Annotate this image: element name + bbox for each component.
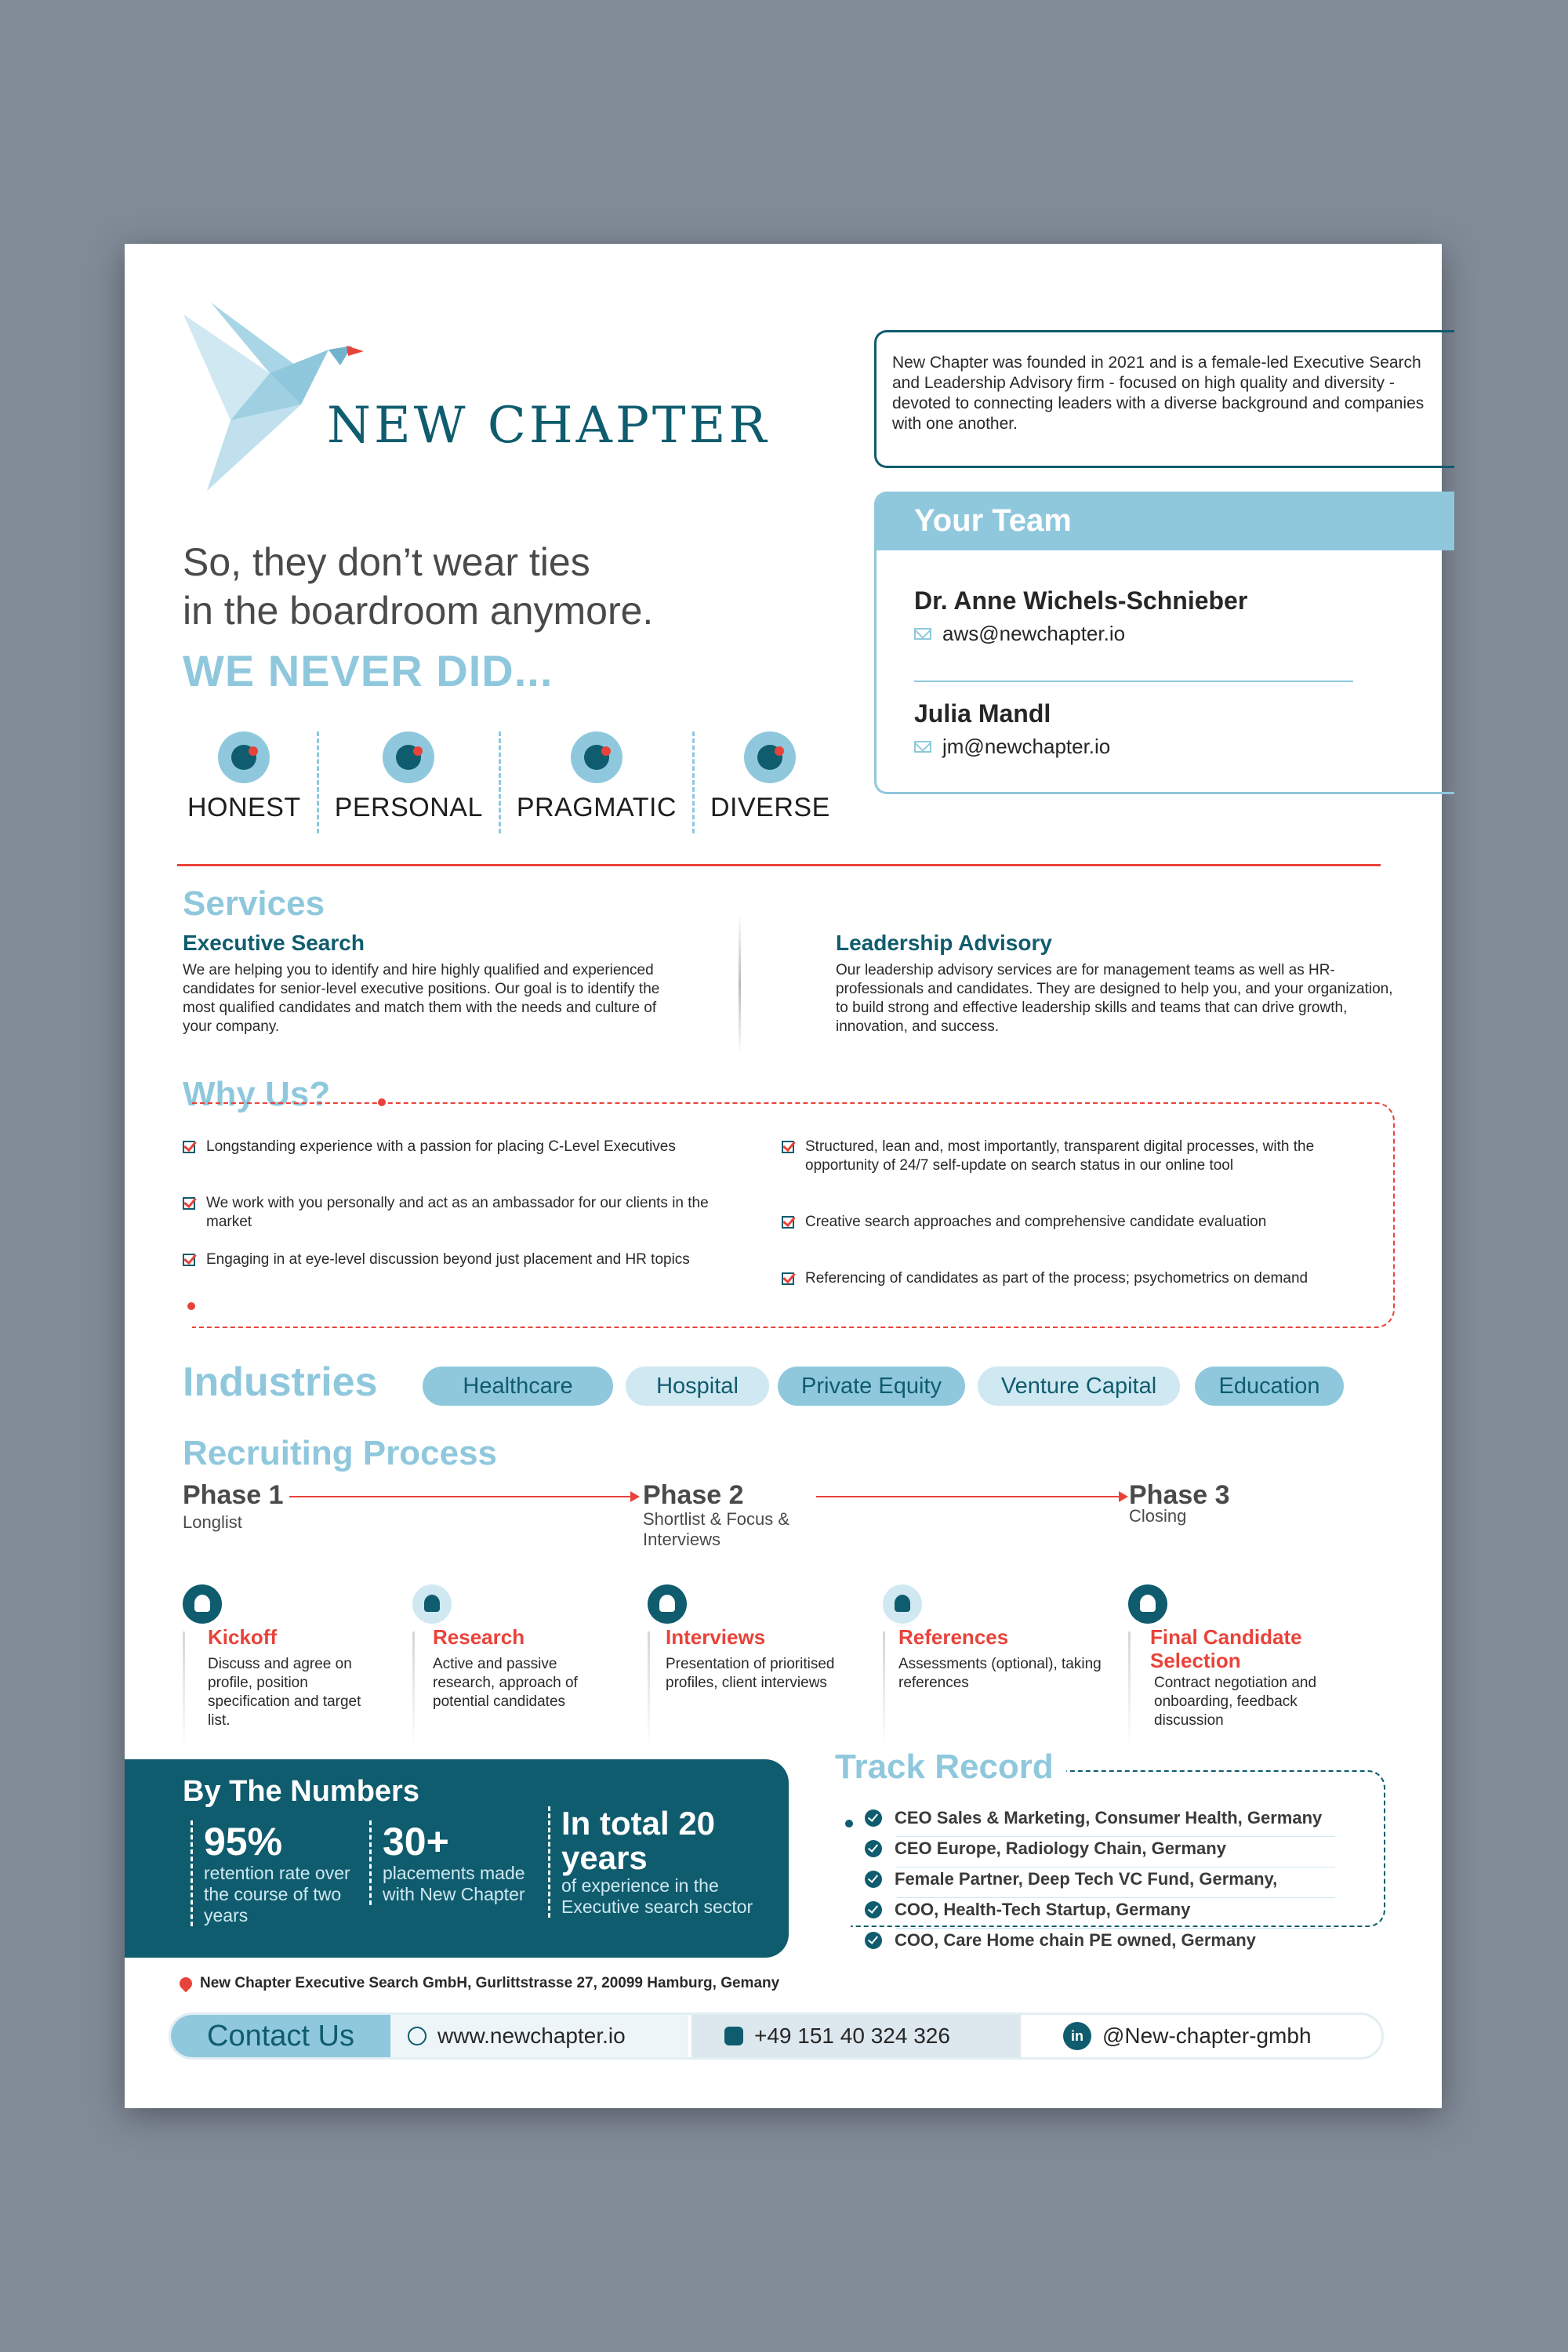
step-title: Kickoff [208,1625,278,1649]
services-title: Services [183,884,325,923]
person-check-icon [383,731,434,783]
checkbox-icon [782,1272,794,1285]
industry-pill: Venture Capital [978,1367,1180,1406]
number-stat [548,1806,775,1918]
step-line [1128,1632,1131,1749]
step-text: Assessments (optional), taking references [898,1656,1102,1691]
location-pin-icon [177,1975,195,1993]
phase-subtitle: Closing [1129,1506,1187,1526]
services-divider [739,914,741,1055]
team-card [874,492,1454,794]
mail-icon [914,628,931,640]
phase-arrow [816,1496,1127,1497]
why-frame-dot [378,1098,386,1106]
service-title: Leadership Advisory [836,931,1052,955]
member-email[interactable]: aws@newchapter.io [942,622,1126,645]
globe-icon [408,2027,426,2045]
numbers-title: By The Numbers [183,1775,419,1808]
track-item-text: CEO Sales & Marketing, Consumer Health, Germany [895,1808,1323,1828]
stat-value: In total 20 years [561,1805,716,1876]
team-member [914,699,1110,759]
phase-subtitle: Longlist [183,1512,242,1532]
track-item [865,1808,1322,1828]
check-icon [865,1901,882,1918]
track-item-text: CEO Europe, Radiology Chain, Germany [895,1838,1226,1858]
heart-hand-icon [218,731,270,783]
track-separator [896,1897,1335,1898]
final-selection-icon [1128,1584,1167,1624]
phase-title: Phase 1 [183,1480,284,1510]
check-icon [865,1932,882,1949]
step-text: Presentation of prioritised profiles, client interviews [666,1656,835,1691]
member-name: Julia Mandl [914,699,1051,728]
values-row [172,731,846,833]
value-item [172,731,319,833]
track-item-text: COO, Care Home chain PE owned, Germany [895,1930,1256,1950]
service-text: Our leadership advisory services are for management teams as well as HR-professionals and candidates. They are designed to help you, and your organization, to build strong and effective leadership skills and teams that can drive growth, innovation, and success. [836,962,1393,1035]
numbers-panel [125,1759,789,1958]
value-label: PERSONAL [334,793,483,822]
value-item [319,731,501,833]
member-name: Dr. Anne Wichels-Schnieber [914,586,1248,615]
step-text: Active and passive research, approach of potential candidates [433,1656,578,1710]
track-item-text: Female Partner, Deep Tech VC Fund, Germany, [895,1869,1278,1889]
phase-subtitle: Shortlist & Focus & Interviews [643,1509,790,1549]
track-item [865,1869,1277,1889]
why-item [183,1250,716,1269]
value-item [501,731,695,833]
linkedin-icon: in [1063,2022,1091,2050]
phone-text[interactable]: +49 151 40 324 326 [754,2024,950,2048]
step-text: Discuss and agree on profile, position specification and target list. [208,1656,361,1729]
why-item [183,1138,716,1156]
intro-box: New Chapter was founded in 2021 and is a female-led Executive Search and Leadership Advisory firm - focused on high quality and diversity - devoted to connecting leaders with a diverse background and companies with one another. [874,330,1454,468]
why-item-text: Referencing of candidates as part of the process; psychometrics on demand [805,1270,1308,1287]
address [180,1975,779,1992]
track-item [865,1838,1226,1859]
value-label: PRAGMATIC [516,793,677,822]
why-item [782,1213,1330,1232]
why-item-text: Engaging in at eye-level discussion beyond just placement and HR topics [206,1251,690,1268]
member-email-row[interactable] [914,622,1247,646]
section-divider [177,864,1381,866]
why-item [782,1138,1330,1175]
linkedin-link[interactable] [1021,2015,1384,2057]
team-member [914,586,1247,646]
industry-pill: Healthcare [423,1367,613,1406]
why-item [183,1194,716,1232]
value-label: HONEST [187,793,301,822]
stat-label: placements made with New Chapter [383,1863,525,1904]
brand-name: NEW CHAPTER [327,397,770,455]
contact-bar [169,2013,1384,2060]
check-icon [865,1809,882,1827]
member-email[interactable]: jm@newchapter.io [942,735,1111,758]
tagline-line-1: So, they don’t wear ties [183,540,590,584]
team-title: Your Team [877,494,1454,550]
linkedin-text[interactable]: @New-chapter-gmbh [1102,2024,1312,2048]
phase-title: Phase 2 [643,1480,744,1510]
industry-pill: Hospital [626,1367,769,1406]
industry-pill: Private Equity [778,1367,965,1406]
service-text: We are helping you to identify and hire highly qualified and experienced candidates for senior-level executive positions. Our goal is to identify the most qualified candidates and match them with the needs and culture of your company. [183,962,660,1035]
phone-icon [724,2027,743,2045]
industry-pill: Education [1195,1367,1344,1406]
industries-title: Industries [183,1359,378,1405]
track-separator [896,1836,1335,1837]
member-email-row[interactable] [914,735,1110,759]
number-stat [191,1820,363,1926]
checkbox-icon [183,1141,195,1153]
hands-heart-icon [571,731,622,783]
why-item-text: Creative search approaches and comprehensive candidate evaluation [805,1214,1267,1230]
why-item-text: Structured, lean and, most importantly, transparent digital processes, with the opportunity of 24/7 self-update on search status in our online tool [805,1138,1315,1174]
why-title: Why Us? [183,1075,331,1113]
tagline [183,538,653,635]
phone-link[interactable] [691,2015,1021,2057]
step-line [183,1632,185,1749]
check-icon [865,1871,882,1888]
value-item [695,731,846,833]
step-line [648,1632,650,1749]
why-frame-dot [187,1302,195,1310]
step-title: Research [433,1625,525,1649]
step-title: Interviews [666,1625,766,1649]
stat-label: of experience in the Executive search sector [561,1875,753,1917]
track-item [865,1900,1190,1920]
stat-label: retention rate over the course of two years [204,1863,350,1926]
process-title: Recruiting Process [183,1434,498,1472]
website-text[interactable]: www.newchapter.io [437,2024,626,2048]
team-divider [914,681,1353,682]
step-line [412,1632,415,1749]
research-icon [412,1584,452,1624]
stat-value: 95% [204,1820,283,1864]
step-line [883,1632,885,1749]
phase-title: Phase 3 [1129,1480,1230,1510]
mail-icon [914,741,931,753]
track-item-text: COO, Health-Tech Startup, Germany [895,1900,1191,1919]
why-item-text: We work with you personally and act as an ambassador for our clients in the market [206,1195,709,1230]
checkbox-icon [782,1141,794,1153]
address-text: New Chapter Executive Search GmbH, Gurlittstrasse 27, 20099 Hamburg, Gemany [200,1975,780,1991]
check-icon [865,1840,882,1857]
track-title: Track Record [835,1748,1066,1787]
checkbox-icon [183,1254,195,1266]
globe-icon [744,731,796,783]
service-title: Executive Search [183,931,365,955]
number-stat [369,1820,526,1905]
tagline-line-2: in the boardroom anymore. [183,589,654,633]
value-label: DIVERSE [710,793,830,822]
website-link[interactable] [390,2015,688,2057]
why-item [782,1269,1330,1288]
track-frame-dot [845,1820,853,1828]
checkbox-icon [782,1216,794,1229]
step-title: Final Candidate Selection [1150,1625,1302,1672]
contact-label: Contact Us [171,2015,390,2057]
kickoff-icon [183,1584,222,1624]
track-item [865,1930,1256,1951]
why-item-text: Longstanding experience with a passion for placing C-Level Executives [206,1138,676,1155]
flyer-page [125,244,1442,2108]
checkbox-icon [183,1197,195,1210]
references-icon [883,1584,922,1624]
interviews-icon [648,1584,687,1624]
track-separator [896,1928,1335,1929]
step-title: References [898,1625,1009,1649]
phase-arrow [289,1496,638,1497]
tagline-emphasis: WE NEVER DID... [183,646,554,695]
stat-value: 30+ [383,1820,449,1864]
step-text: Contract negotiation and onboarding, feedback discussion [1154,1675,1317,1729]
